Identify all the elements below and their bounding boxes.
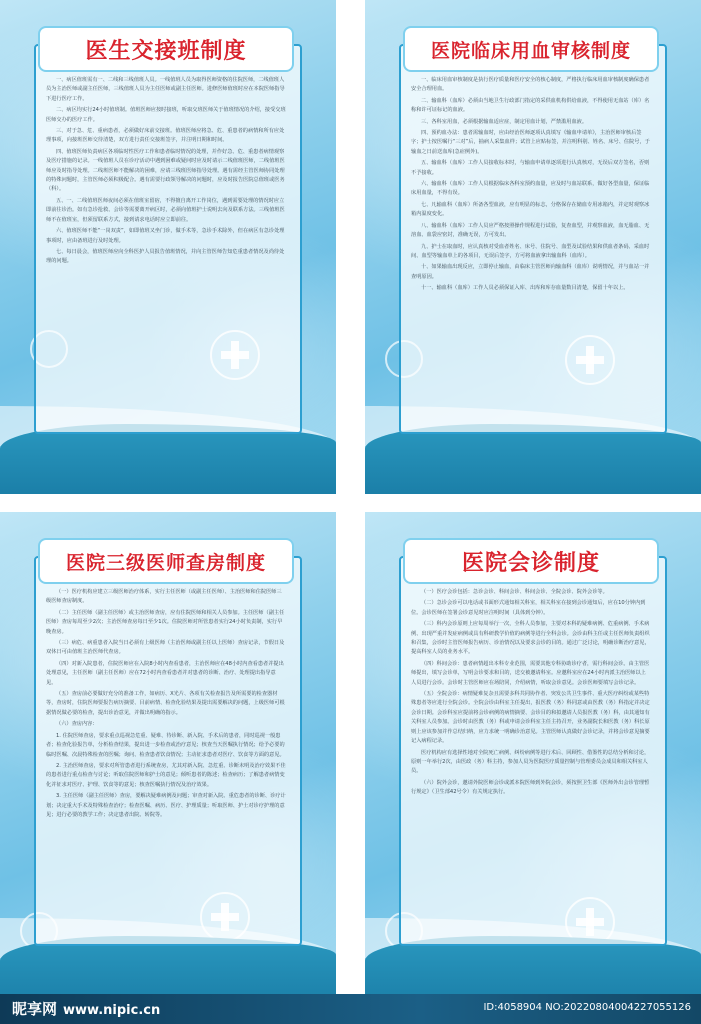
- poster-title: 医生交接班制度: [85, 37, 247, 64]
- paragraph: 三、各科室用血，必须根据输血适应症，制定用血计划，严禁滥用血液。: [421, 118, 588, 125]
- paragraph: 十、如果输血出现反应，立即停止输血，由临床主管医师向输血科（血库）说明情况，并与血站一并查明原因。: [411, 264, 650, 280]
- paragraph: 3. 主任医师（副主任医师）查房，要解决疑难病例及问题；审查对新入院、重危患者的诊断、诊疗计划；决定重大手术及特殊检查治疗；检查医嘱、病历、医疗、护理质量；听取医师、护士对诊疗护理的意见；进行必要的教学工作；决定患者出院、转院等。: [46, 793, 286, 818]
- watermark-footer: [0, 994, 701, 1024]
- paragraph: 七、每日晨会，值班医师应向全科医护人员报告值班情况，并向主管医师告知危重患者情况及尚待处理的问题。: [46, 248, 285, 265]
- brand-name: 昵享网: [12, 1000, 58, 1018]
- paragraph: （六）院外会诊，邀请外院医师会诊或派本院医师到外院会诊，须按照卫生部《医师外出会诊管理暂行规定》（卫生部42号令）有关规定执行。: [411, 779, 650, 796]
- poster-title: 医院会诊制度: [461, 549, 600, 576]
- paragraph: 六、输血科（血库）工作人员根据临床各科室预约血量，应及时与血站联系，做好各型血量，保证临床用血量，不得有误。: [411, 181, 650, 197]
- paragraph: （四）科间会诊：患者病情超出本科专业范围，需要其他专科协助诊疗者，需行科间会诊。由主管医师提出，填写会诊单，写明会诊要求和目的，送交被邀请科室。应邀科室应在24小时内派主治医师以上人员进行会诊。会诊时主管医师应在场陪同，介绍病情，听取会诊意见。会诊医师要填写会诊记录。: [411, 660, 650, 686]
- paragraph: 医疗机构应有选择性地对全院死亡病例、纠纷病例等进行术后、回顾性、借鉴性的总结分析和讨论，原则一年举行2次，由医政（务）科主持，参加人员为医院医疗质量控制与管理委员会成员和相关科室人员。: [411, 749, 650, 775]
- paragraph: 九、护士在取血时，应认真核对受血者姓名、床号、住院号、血型及试验结果和供血者条码、采血时间、血型等输血单上的各项目，无误后签字，方可将血液拿出输血科（血库）。: [411, 243, 650, 259]
- paragraph: （二）主任医师（副主任医师）或主治医师查房，应有住院医师和相关人员参加。主任医师（副主任医师）查房每周至少2次；主治医师查房每日至少1次。住院医师对所管患者实行24小时负责制，实行早晚查房。: [46, 609, 285, 635]
- title-box: [405, 540, 657, 582]
- poster-ward-rounds: [0, 512, 336, 1006]
- paragraph: （五）全院会诊：病情疑难复杂且需要多科共同协作者、突发公共卫生事件、重大医疗纠纷或某些特殊患者等应进行全院会诊。全院会诊由科室主任提出，报医教（务）科同意或由医教（务）科指定并决定会诊日期。会诊科室应提前将会诊病例的病情摘要、会诊目的和拟邀请人员报医教（务）科，由其通知有关科室人员参加。会诊时由医教（务）科或申请会诊科室主任主持召开，业务副院长和医教（务）科长原则上应该参加并作总结归纳，应力求统一明确诊治意见。主管医师认真做好会诊记录，并将会诊意见摘要记入病程记录。: [411, 691, 650, 745]
- title-box: [40, 540, 292, 582]
- title-box: [40, 28, 292, 70]
- poster-blood-review: [365, 0, 701, 494]
- paragraph: 2. 主治医师查房，要求对所管患者进行系统查房，尤其对新入院、急危重、诊断未明及治疗效果不佳的患者进行重点检查与讨论；听取住院医师和护士的意见；倾听患者的陈述；检查病历；了解患者病情变化并征求对医疗、护理、饮食等的意见；核查医嘱执行情况及治疗效果。: [46, 762, 286, 788]
- paragraph: 二、病区均实行24小时值班制。值班医师应按时接班，听取交班医师关于值班情况的介绍，接受交班医师交办的医疗工作。: [46, 107, 286, 123]
- brand-url: www.nipic.cn: [63, 1003, 161, 1018]
- paragraph: 五、一、二线值班医师夜间必须在值班室留宿，不得擅自离开工作岗位，遇到需要处理的情况时应立即前往诊治。如有急诊抢救、会诊等需要离开病区时，必须向值班护士说明去向及联系方法。三线值班医师不在值班室，但须留联系方式，接到请求电话时应立即前往。: [46, 197, 285, 223]
- paragraph: 十一、输血科（血库）工作人员必须保证入库、出库和库存血量数目清楚，保留十年以上。: [421, 285, 629, 292]
- paragraph: 四、值班医师负责病区各项临时性医疗工作和患者临时情况的处理，并作好急、危、重患者病情观察及医疗措施的记录。一线值班人员在诊疗活动中遇到困难或疑问时应及时请示二线值班医师，二线值班医师应及时指导处理。二线班医师不能解决的困难，应请三线班医师指导处理。遇有需经主管医师协同处理的特殊问题时，主管医师必须积极配合。遇有需要行政领导解决的问题时，应及时报告医院总值班或医务（科）。: [46, 148, 285, 193]
- paragraph: （一）医疗机构应建立三级医师治疗体系，实行主任医师（或副主任医师）、主治医师和住院医师三级医师查房制度。: [46, 589, 282, 605]
- image-id: ID:4058904 NO:20220804004227055126: [483, 1002, 691, 1013]
- paragraph: 一、临床用血审核制度是执行医疗质量和医疗安全的核心制度，严格执行临床用血审核制度确保患者安全合理用血。: [411, 77, 650, 93]
- poster-consultation: [365, 512, 701, 1006]
- paragraph: 五、输血科（血库）工作人员接收标本时，与输血申请单逐项进行认真核对，无误后双方签名，否则不予接收。: [411, 160, 650, 176]
- poster-body: [411, 76, 651, 422]
- paragraph: 1. 住院医师查房，要求重点巡视急危重、疑难、待诊断、新入院、手术后的患者，同时巡视一般患者；检查化验报告单，分析检查结果，提出进一步检查或治疗意见；核查当天医嘱执行情况；给予必要的临时医嘱、次晨特殊检查的医嘱；询问、检查患者饮食情况；主动征求患者对医疗、饮食等方面的意见。: [46, 732, 285, 758]
- poster-body: [46, 588, 286, 934]
- paragraph: （一）医疗会诊包括：急诊会诊、科间会诊、科间会诊、全院会诊、院外会诊等。: [421, 589, 608, 595]
- paragraph: （六）查房内容：: [56, 721, 98, 728]
- paragraph: 二、输血科（血库）必须由当地卫生行政部门指定的采供血机构供给血液，不得使用无血站（库）名称和许可证标记的血液。: [411, 97, 650, 114]
- wave-dark: [0, 424, 336, 494]
- wave-dark: [365, 424, 701, 494]
- paragraph: 六、值班医师不能“一岗双责”，如即值班又坐门诊，做手术等，急诊手术除外，但在病区有急诊处理事项时，应由备班进行及时处理。: [46, 228, 285, 244]
- paragraph: （三）病危、病重患者入院当日必须有上级医师（主治医师或副主任以上医师）查房记录，节假日及双休日可由值班主治医师代查房。: [46, 640, 285, 656]
- paragraph: 七、凡输血科（血库）所备各型血液，应有明显的标志，分格保存在储血专用冰箱内，并定时观察冰箱内温度变化。: [411, 201, 650, 218]
- poster-title: 医院三级医师查房制度: [65, 551, 266, 574]
- paragraph: 四、预约血办法：患者需输血时，应由经治医师逐项认真填写《输血申请单》，主治医师审核后签字；护士按医嘱行“三对”后，抽病人采集血样；试管上应贴标签，并注明科别、姓名、床号、住院号，于输血之日前送血库(急症例外)。: [411, 130, 650, 155]
- title-box: [405, 28, 657, 70]
- paragraph: （三）科内会诊原则上应每周举行一次，全科人员参加，主要对本科的疑难病例、危重病例、手术病例、出现严重并发症病例或具有科研教学价值的病例等进行全科会诊。会诊由科主任或主任医师负责组织和召集，会诊时主管医师报告病历、诊治情况以及要求会诊的目的。通过广泛讨论，明确诊断治疗意见，提高科室人员的业务水平。: [411, 621, 650, 656]
- poster-handover: [0, 0, 336, 494]
- paragraph: 一、病区值班需有一、二线和三线值班人员。一线值班人员为取得医师资格的住院医师，二线值班人员为主治医师或副主任医师，三线值班人员为主任医师或副主任医师。进修医师值班时应在本院医师指导下进行医疗工作。: [46, 77, 285, 102]
- paragraph: （五）查房前必要做好充分的准备工作，如病历、X光片、各项有关检查报告及所需要的检查器材等，查房时，住院医师要报告病历摘要、目前病情、检查化验结果及提出需要解决的问题，上级医师可根据情况做必要的检查，提出诊治意见，并做出明确的指示。: [46, 691, 285, 716]
- paragraph: （四）对新入院患者，住院医师应在入院8小时内查看患者，主治医师应在48小时内查看患者并提出处理意见，主任医师（副主任医师）应在72小时内查看患者并对患者的诊断、治疗、处理提出指导意见。: [46, 660, 284, 686]
- paragraph: （二）急诊会诊可以电话或书面形式通知相关科室，相关科室在接到会诊通知后，应在10分钟内到位。会诊医师在签署会诊意见时应注明时间（具体到分钟）。: [411, 600, 646, 616]
- poster-title: 医院临床用血审核制度: [430, 39, 631, 62]
- paragraph: 八、输血科（血库）工作人员应严格按照操作规程进行试验，复查血型，并观察血液，血无脂血、无溶血、血袋应密封，准确无误，方可发出。: [411, 222, 650, 239]
- poster-body: [411, 588, 651, 934]
- paragraph: 三、对于急、危、重病患者，必须做好床前交接班。值班医师应将急、危、重患者的病情和所有应处理事项，向接班医师交待清楚，双方进行责任交接班签字，并注明日期和时间。: [46, 128, 285, 144]
- poster-body: [46, 76, 286, 422]
- site-brand: [12, 998, 160, 1019]
